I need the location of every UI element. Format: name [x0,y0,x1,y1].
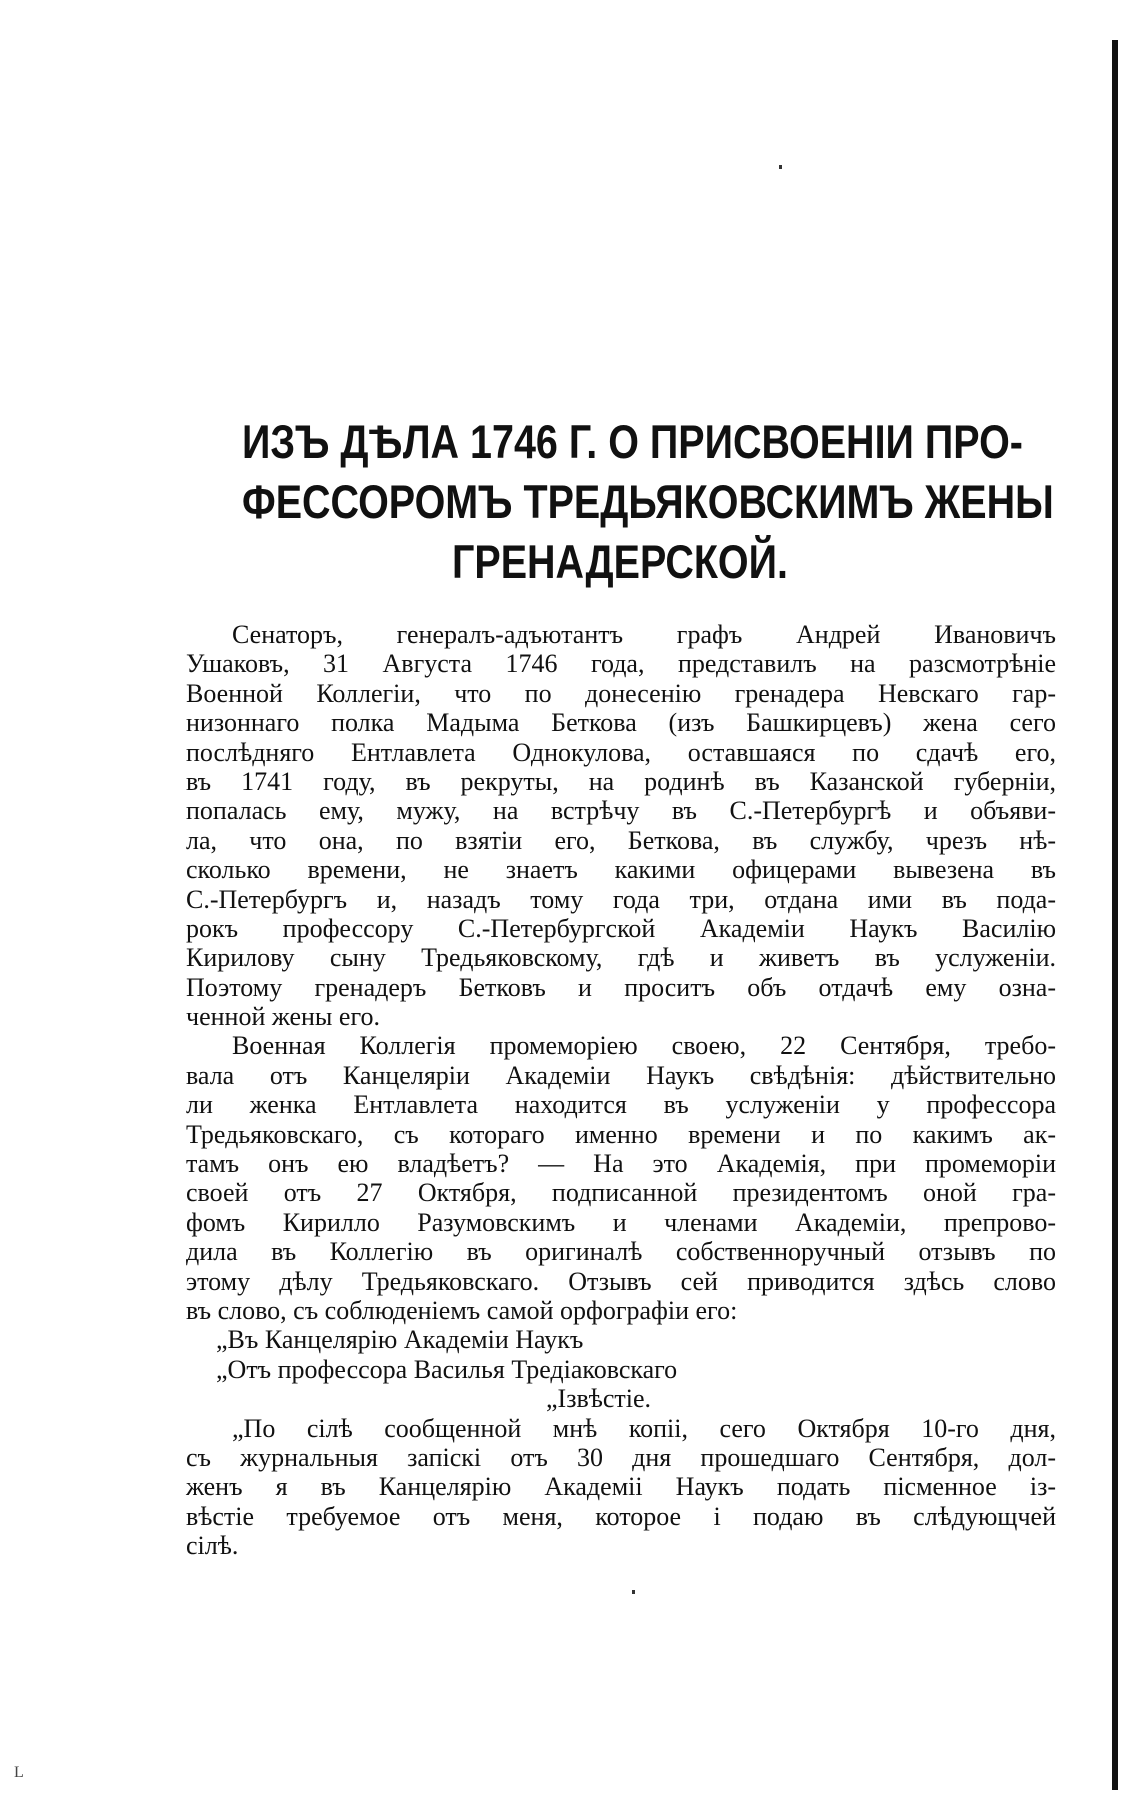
text-line: Ушаковъ, 31 Августа 1746 года, представилъ на разсмотрѣніе [186,649,1056,679]
quote-address-line: „Отъ профессора Василья Тредіаковскаго [216,1354,678,1384]
text-line: послѣдняго Ентлавлета Однокулова, оставшаяся по сдачѣ его, [186,737,1056,767]
text-line: „По сілѣ сообщенной мнѣ копіі, сего Октября 10-го дня, [232,1413,1056,1443]
title-line: ФЕССОРОМЪ ТРЕДЬЯКОВСКИМЪ ЖЕНЫ [242,475,1054,528]
text-line: въ 1741 году, въ рекруты, на родинѣ въ Казанской губерніи, [186,766,1056,796]
quote-heading: „Ізвѣстіе. [546,1384,652,1414]
text-line: вала отъ Канцеляріи Академіи Наукъ свѣдѣнія: дѣйствительно [186,1060,1056,1090]
text-line: Военной Коллегіи, что по донесенію гренадера Невскаго гар- [186,678,1056,708]
text-line: Тредьяковскаго, съ котораго именно времени и по какимъ ак- [186,1119,1056,1149]
text-line: въ слово, съ соблюденіемъ самой орфографіи его: [186,1295,738,1325]
text-line: Поэтому гренадеръ Бетковъ и проситъ объ отдачѣ ему озна- [186,972,1056,1002]
text-line: ченной жены его. [186,1002,380,1032]
text-line: рокъ профессору С.-Петербургской Академіи Наукъ Василію [186,913,1056,943]
text-line: Сенаторъ, генералъ-адъютантъ графъ Андрей Ивановичъ [232,620,1056,649]
text-line: низоннаго полка Мадыма Беткова (изъ Башкирцевъ) жена сего [186,708,1056,738]
text-line: Кирилову сыну Тредьяковскому, гдѣ и живетъ въ услуженіи. [186,943,1056,973]
text-line: попалась ему, мужу, на встрѣчу въ С.-Петербургѣ и объяви- [186,796,1056,826]
scan-speck [632,1590,635,1594]
page-edge-bar [1112,40,1118,1790]
text-line: вѣстіе требуемое отъ меня, которое і подаю въ слѣдующчей [186,1501,1056,1531]
text-line: С.-Петербургъ и, назадъ тому года три, отдана ими въ пода- [186,884,1056,914]
text-line: дила въ Коллегію въ оригиналѣ собственноручный отзывъ по [186,1237,1056,1267]
title-line: ИЗЪ ДѢЛА 1746 Г. О ПРИСВОЕНІИ ПРО- [242,415,1023,468]
text-line: своей отъ 27 Октября, подписанной президентомъ оной гра- [186,1178,1056,1208]
text-line: ли женка Ентлавлета находится въ услуженіи у профессора [186,1090,1056,1120]
text-line: сілѣ. [186,1531,239,1561]
quote-address-line: „Въ Канцелярію Академіи Наукъ [216,1325,584,1355]
text-line: сколько времени, не знаетъ какими офицерами вывезена въ [186,855,1056,885]
article-body [186,620,1056,1561]
scan-speck [779,165,782,169]
text-line: съ журнальныя запіскі отъ 30 дня прошедшаго Сентября, дол- [186,1442,1056,1472]
text-line: Военная Коллегія промеморіею своею, 22 Сентября, требо- [232,1031,1056,1061]
title-line: ГРЕНАДЕРСКОЙ. [451,535,788,588]
margin-mark: L [14,1764,24,1781]
text-line: тамъ онъ ею владѣетъ? — На это Академія, при промеморіи [186,1149,1056,1179]
text-line: женъ я въ Канцелярію Академіі Наукъ подать пісменное із- [186,1472,1056,1502]
text-line: фомъ Кирилло Разумовскимъ и членами Академіи, препрово- [186,1207,1056,1237]
text-line: ла, что она, по взятіи его, Беткова, въ службу, чрезъ нѣ- [186,825,1056,855]
article-title [242,412,1054,592]
text-line: этому дѣлу Тредьяковскаго. Отзывъ сей приводится здѣсь слово [186,1266,1056,1296]
